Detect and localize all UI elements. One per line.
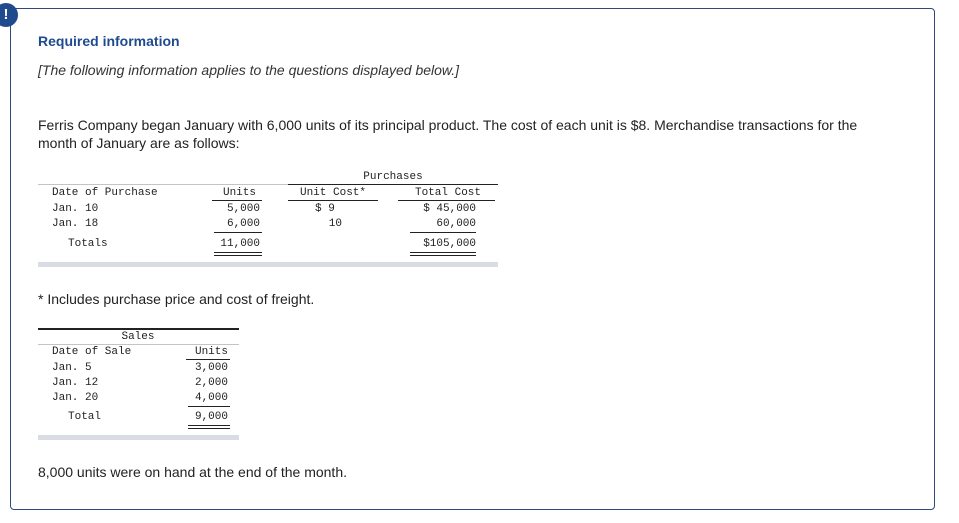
totals-total-cost: $105,000 [423, 238, 476, 250]
table-row-date: Jan. 5 [52, 362, 92, 374]
intro-paragraph: Ferris Company began January with 6,000 units of its principal product. The cost of each unit is $8. Merchandise transactions for the month of January are as follows: [38, 117, 858, 151]
table-row-date: Jan. 18 [52, 218, 99, 230]
column-header-units: Units [222, 187, 256, 199]
table-row-total-cost: $ 45,000 [423, 203, 476, 215]
header-underline-units [212, 200, 262, 201]
column-header-date: Date of Purchase [52, 187, 158, 199]
table-row-date: Jan. 12 [52, 377, 99, 389]
header-underline-cost [288, 200, 378, 201]
purchases-table-bottom-bar [38, 262, 498, 267]
alert-icon: ! [0, 3, 18, 27]
purchases-header-band-right [288, 184, 498, 185]
totals-label: Totals [68, 238, 108, 250]
totals-double-rule-units [214, 252, 262, 256]
totals-double-rule-total [410, 252, 476, 256]
totals-double-rule-units [188, 425, 230, 429]
totals-label: Total [68, 411, 102, 423]
purchases-group-header: Purchases [363, 171, 423, 183]
info-note: [The following information applies to the questions displayed below.] [38, 62, 460, 78]
table-row-units: 5,000 [226, 203, 260, 215]
table-row-units: 3,000 [194, 362, 228, 374]
sales-table-bottom-bar [38, 435, 239, 440]
subtotal-rule-units [188, 406, 230, 407]
column-header-total-cost: Total Cost [414, 187, 481, 199]
table-row-total-cost: 60,000 [436, 218, 476, 230]
column-header-date: Date of Sale [52, 346, 132, 358]
table-row-date: Jan. 20 [52, 392, 99, 404]
sales-group-header: Sales [121, 331, 155, 343]
ending-inventory-text: 8,000 units were on hand at the end of the month. [38, 464, 347, 480]
column-header-unit-cost: Unit Cost* [299, 187, 366, 199]
subtotal-rule-total [410, 232, 476, 233]
table-row-units: 2,000 [194, 377, 228, 389]
table-row-units: 6,000 [226, 218, 260, 230]
subtotal-rule-units [214, 232, 262, 233]
totals-units: 11,000 [220, 238, 260, 250]
page-title: Required information [38, 33, 180, 49]
table-row-units: 4,000 [194, 392, 228, 404]
purchases-table [38, 170, 498, 268]
totals-units: 9,000 [194, 411, 228, 423]
sales-table [38, 328, 239, 442]
footnote: * Includes purchase price and cost of freight. [38, 291, 315, 307]
table-row-unit-cost: 10 [328, 218, 342, 230]
header-underline-total [398, 200, 495, 201]
table-row-unit-cost: $ 9 [315, 203, 335, 215]
table-row-date: Jan. 10 [52, 203, 99, 215]
column-header-units: Units [194, 346, 228, 358]
header-underline-units [186, 359, 230, 360]
